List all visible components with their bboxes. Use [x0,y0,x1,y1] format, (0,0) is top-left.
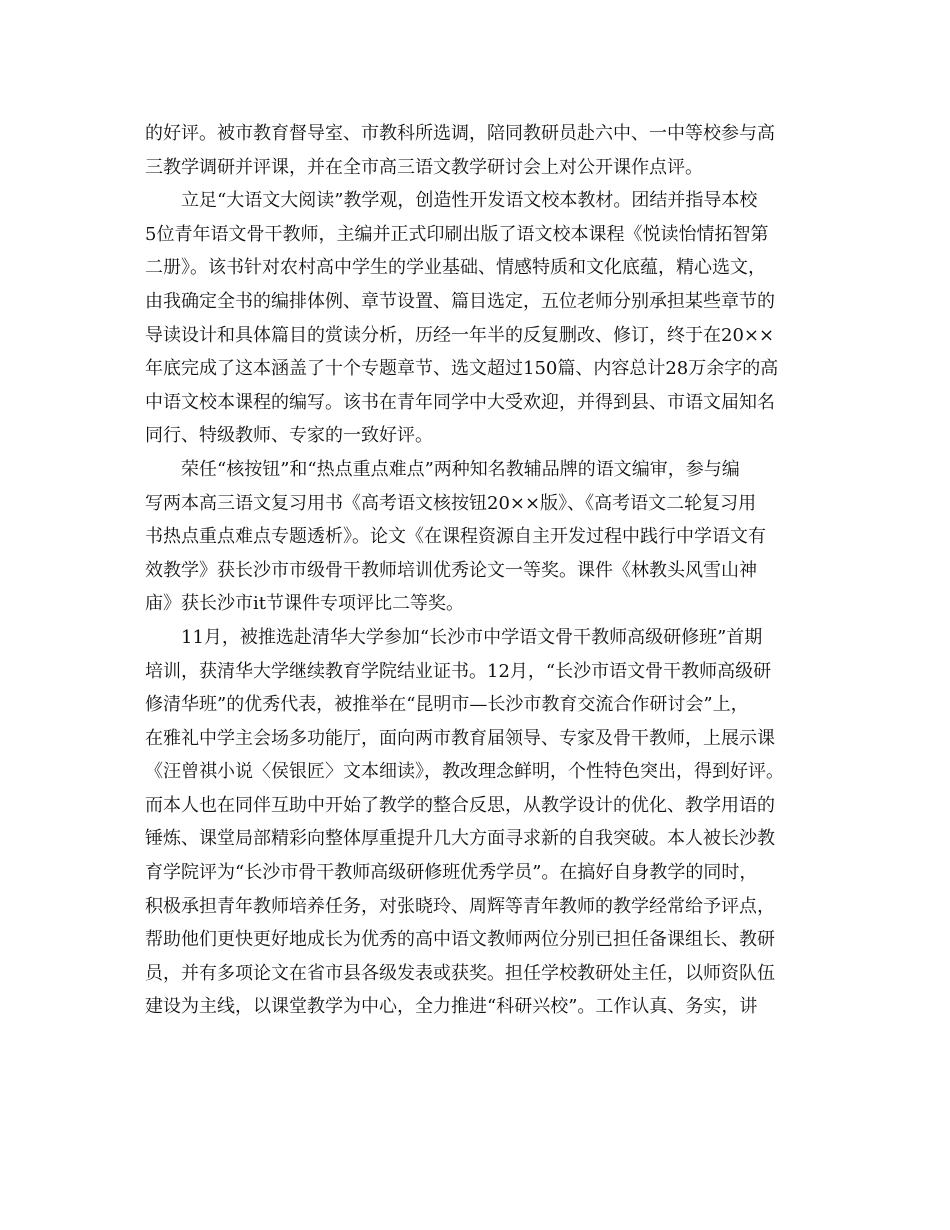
text-line: 三教学调研并评课，并在全市高三语文教学研讨会上对公开课作点评。 [145,156,703,178]
paragraph-first-line: 荣任“核按钮”和“热点重点难点”两种知名教辅品牌的语文编审，参与编 [181,458,740,480]
text-line: 在雅礼中学主会场多功能厅，面向两市教育届领导、专家及骨干教师，上展示课 [145,727,775,749]
text-line: 同行、特级教师、专家的一致好评。 [145,425,433,447]
paragraph-first-line: 11月，被推选赴清华大学参加“长沙市中学语文骨干教师高级研修班”首期 [181,626,763,648]
text-line: 育学院评为“长沙市骨干教师高级研修班优秀学员”。在搞好自身教学的同时， [145,862,758,884]
text-line: 培训，获清华大学继续教育学院结业证书。12月，“长沙市语文骨干教师高级研 [145,660,772,682]
text-line: 导读设计和具体篇目的赏读分析，历经一年半的反复删改、修订，终于在20×× [145,324,775,346]
text-line: 的好评。被市教育督导室、市教科所选调，陪同教研员赴六中、一中等校参与高 [145,123,775,144]
paragraph-first-line: 立足“大语文大阅读”教学观，创造性开发语文校本教材。团结并指导本校 [181,190,758,212]
text-line: 锤炼、课堂局部精彩向整体厚重提升几大方面寻求新的自我突破。本人被长沙教 [145,828,775,850]
text-line: 建设为主线，以课堂教学为中心，全力推进“科研兴校”。工作认真、务实，讲 [145,996,758,1018]
text-line: 年底完成了这本涵盖了十个专题章节、选文超过150篇、内容总计28万余字的高 [145,358,779,380]
text-line: 效教学》获长沙市市级骨干教师培训优秀论文一等奖。课件《林教头风雪山神 [145,559,757,581]
text-line: 而本人也在同伴互助中开始了教学的整合反思，从教学设计的优化、教学用语的 [145,794,775,816]
text-line: 写两本高三语文复习用书《高考语文核按钮20××版》、《高考语文二轮复习用 [145,492,757,514]
document-body [145,117,805,1024]
text-line: 修清华班”的优秀代表，被推举在“昆明市—长沙市教育交流合作研讨会”上， [145,694,749,716]
text-line: 积极承担青年教师培养任务，对张晓玲、周辉等青年教师的教学经常给予评点， [145,895,775,917]
text-line: 5位青年语文骨干教师，主编并正式印刷出版了语文校本课程《悦读怡情拓智第 [145,223,769,245]
text-line: 书热点重点难点专题透析》。论文《在课程资源自主开发过程中践行中学语文有 [145,526,766,548]
text-line: 二册》。该书针对农村高中学生的学业基础、情感特质和文化底蕴，精心选文， [145,257,766,279]
text-line: 中语文校本课程的编写。该书在青年同学中大受欢迎，并得到县、市语文届知名 [145,391,775,413]
text-line: 帮助他们更快更好地成长为优秀的高中语文教师两位分别已担任备课组长、教研 [145,929,775,951]
text-line: 庙》获长沙市it节课件专项评比二等奖。 [145,593,464,615]
text-line: 员，并有多项论文在省市县各级发表或获奖。担任学校教研处主任，以师资队伍 [145,962,775,984]
text-line: 《汪曾祺小说〈侯银匠〉文本细读》，教改理念鲜明，个性特色突出，得到好评。 [145,761,784,783]
text-line: 由我确定全书的编排体例、章节设置、篇目选定，五位老师分别承担某些章节的 [145,290,775,312]
